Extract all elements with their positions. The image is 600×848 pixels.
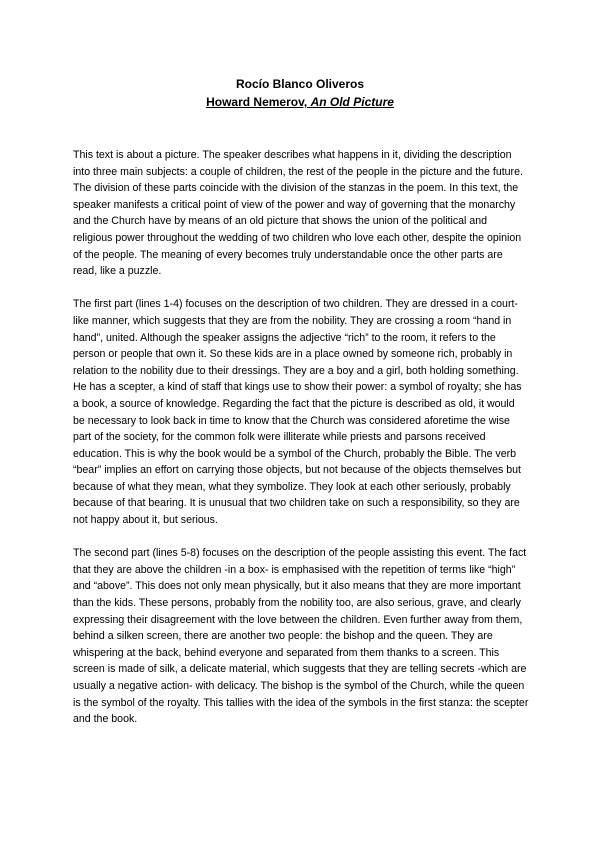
- essay-subtitle: [0, 93, 600, 111]
- paragraph-3: The second part (lines 5-8) focuses on the description of the people assisting this event. The fact that they are above the children -in a box- is emphasised with the repetition of terms like “high” and “above”. This does not only mean physically, but it also means that they are more important than the kids. These persons, probably from the nobility too, are also serious, grave, and clearly expressing their disagreement with the love between the children. Even further away from them, behind a silken screen, there are another two people: the bishop and the queen. They are whispering at the back, behind everyone and separated from them thanks to a screen. This screen is made of silk, a delicate material, which suggests that they are telling secrets -which are usually a negative action- with delicacy. The bishop is the symbol of the Church, while the queen is the symbol of the royalty. This tallies with the idea of the symbols in the first stanza: the scepter and the book.: [73, 547, 529, 726]
- author-name: Rocío Blanco Oliveros: [235, 77, 365, 91]
- essay-body: [73, 147, 529, 744]
- document-header: [0, 75, 600, 111]
- poem-title: An Old Picture: [310, 95, 394, 109]
- paragraph-2: The first part (lines 1-4) focuses on the description of two children. They are dressed in a court-like manner, which suggests that they are from the nobility. They are crossing a room “hand in hand”, united. Although the speaker assigns the adjective “rich” to the room, it refers to the person or people that own it. So these kids are in a place owned by someone rich, probably in relation to the nobility due to their dressings. They are a boy and a girl, both holding something. He has a scepter, a kind of staff that kings use to show their power: a symbol of royalty; she has a book, a source of knowledge. Regarding the fact that the picture is described as old, it would be necessary to look back in time to know that the Church was considered aforetime the wise part of the society, for the common folk were illiterate while priests and parsons received education. This is why the book would be a symbol of the Church, probably the Bible. The verb “bear” implies an effort on carrying those objects, but not because of the objects themselves but because of what they mean, what they symbolize. They look at each other seriously, probably because of that bearing. It is unusual that two children take on such a responsibility, so they are not happy about it, but serious.: [73, 298, 522, 527]
- poet-name: Howard Nemerov,: [206, 95, 311, 109]
- paragraph-1: This text is about a picture. The speaker describes what happens in it, dividing the description into three main subjects: a couple of children, the rest of the people in the picture and the future. The division of these parts coincide with the division of the stanzas in the poem. In this text, the speaker manifests a critical point of view of the power and way of governing that the monarchy and the Church have by means of an old picture that shows the union of the political and religious power throughout the wedding of two children who love each other, despite the opinion of the people. The meaning of every becomes truly understandable once the other parts are read, like a puzzle.: [73, 149, 523, 278]
